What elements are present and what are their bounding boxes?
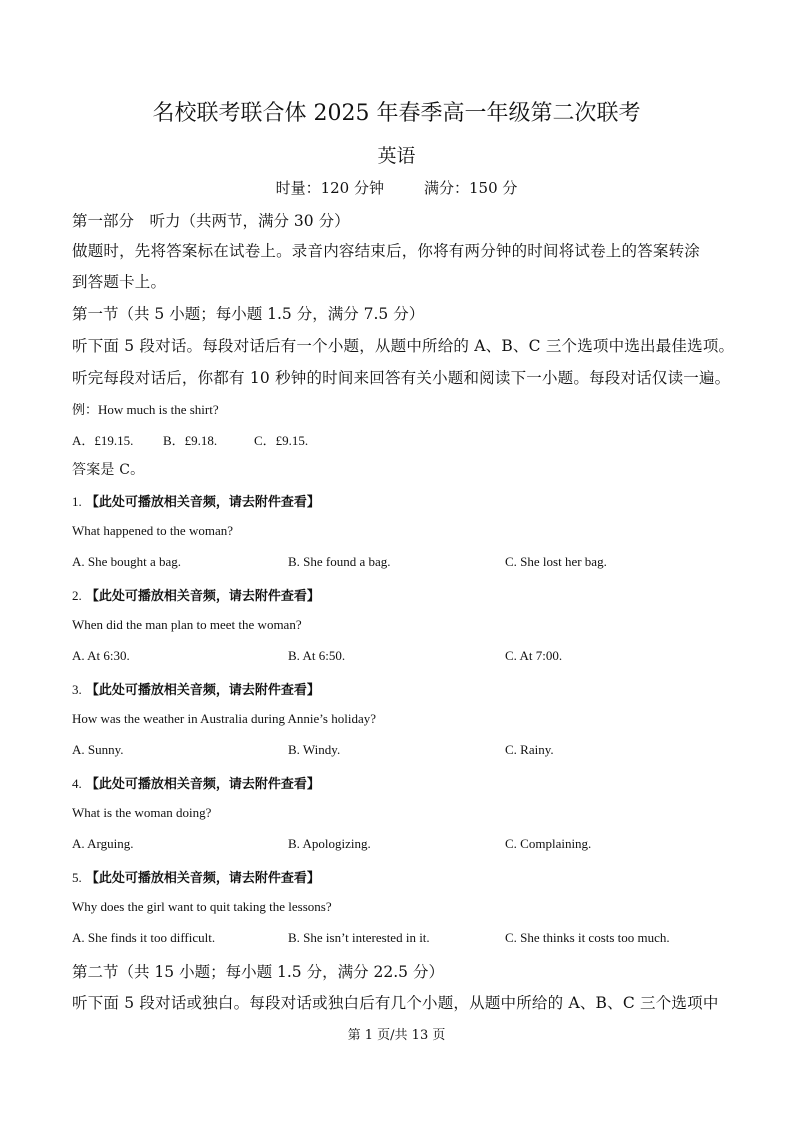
example-question: 例：How much is the shirt? [72, 402, 219, 417]
question-tag-line [72, 679, 320, 698]
question-text: Why does the girl want to quit taking the lessons? [72, 899, 332, 914]
question-tag-line [72, 773, 320, 792]
option-a: A. Sunny. [72, 742, 124, 757]
option-a: A. At 6:30. [72, 648, 130, 663]
part1-instruction-line1: 做题时，先将答案标在试卷上。录音内容结束后，你将有两分钟的时间将试卷上的答案转涂 [72, 242, 701, 260]
page-footer: 第 1 页/共 13 页 [347, 1028, 446, 1043]
option-c: C. She lost her bag. [505, 554, 607, 569]
question-text: How was the weather in Australia during Annie’s holiday? [72, 711, 376, 726]
question-number: 2. [72, 588, 82, 603]
question-number: 1. [72, 494, 82, 509]
question-number: 3. [72, 682, 82, 697]
question-tag-line [72, 585, 320, 604]
example-answer: 答案是 C。 [72, 462, 145, 478]
option-b: B. She isn’t interested in it. [288, 930, 430, 945]
question-tag-line [72, 491, 320, 510]
question-tag-line [72, 867, 320, 886]
question-text: What happened to the woman? [72, 523, 233, 538]
exam-title: 名校联考联合体 2025 年春季高一年级第二次联考 [152, 101, 641, 126]
section1-instruction-line1: 听下面 5 段对话。每段对话后有一个小题，从题中所给的 A、B、C 三个选项中选出最佳选项。 [72, 337, 735, 355]
option-a: A. She finds it too difficult. [72, 930, 216, 945]
exam-time: 时量：120 分钟 [275, 179, 384, 197]
audio-attachment-tag: 【此处可播放相关音频，请去附件查看】 [85, 589, 320, 604]
audio-attachment-tag: 【此处可播放相关音频，请去附件查看】 [85, 495, 320, 510]
section2-instruction-line1: 听下面 5 段对话或独白。每段对话或独白后有几个小题，从题中所给的 A、B、C 三个选项中 [72, 994, 719, 1012]
question-number: 5. [72, 870, 82, 885]
audio-attachment-tag: 【此处可播放相关音频，请去附件查看】 [85, 777, 320, 792]
option-b: B. She found a bag. [288, 554, 391, 569]
question-text: When did the man plan to meet the woman? [72, 617, 302, 632]
option-b: B. Apologizing. [288, 836, 371, 851]
audio-attachment-tag: 【此处可播放相关音频，请去附件查看】 [85, 871, 320, 886]
option-a: A. Arguing. [72, 836, 134, 851]
exam-time-score [0, 177, 793, 198]
option-b: B. Windy. [288, 742, 341, 757]
option-c: C. She thinks it costs too much. [505, 930, 670, 945]
option-a: A. She bought a bag. [72, 554, 182, 569]
section1-heading: 第一节（共 5 小题；每小题 1.5 分，满分 7.5 分） [72, 305, 425, 323]
example-option-c: C．£9.15. [254, 433, 309, 448]
example-option-a: A．£19.15. [72, 433, 134, 448]
question-number: 4. [72, 776, 82, 791]
part1-heading: 第一部分 听力（共两节，满分 30 分） [72, 212, 350, 230]
question-text: What is the woman doing? [72, 805, 212, 820]
audio-attachment-tag: 【此处可播放相关音频，请去附件查看】 [85, 683, 320, 698]
section2-heading: 第二节（共 15 小题；每小题 1.5 分，满分 22.5 分） [72, 963, 444, 981]
part1-instruction-line2: 到答题卡上。 [72, 273, 167, 291]
exam-subject: 英语 [377, 145, 416, 167]
exam-score: 满分：150 分 [424, 179, 518, 197]
option-c: C. Complaining. [505, 836, 592, 851]
example-option-b: B．£9.18. [163, 433, 218, 448]
option-b: B. At 6:50. [288, 648, 346, 663]
option-c: C. Rainy. [505, 742, 554, 757]
section1-instruction-line2: 听完每段对话后，你都有 10 秒钟的时间来回答有关小题和阅读下一小题。每段对话仅读一遍。 [72, 369, 731, 387]
option-c: C. At 7:00. [505, 648, 563, 663]
